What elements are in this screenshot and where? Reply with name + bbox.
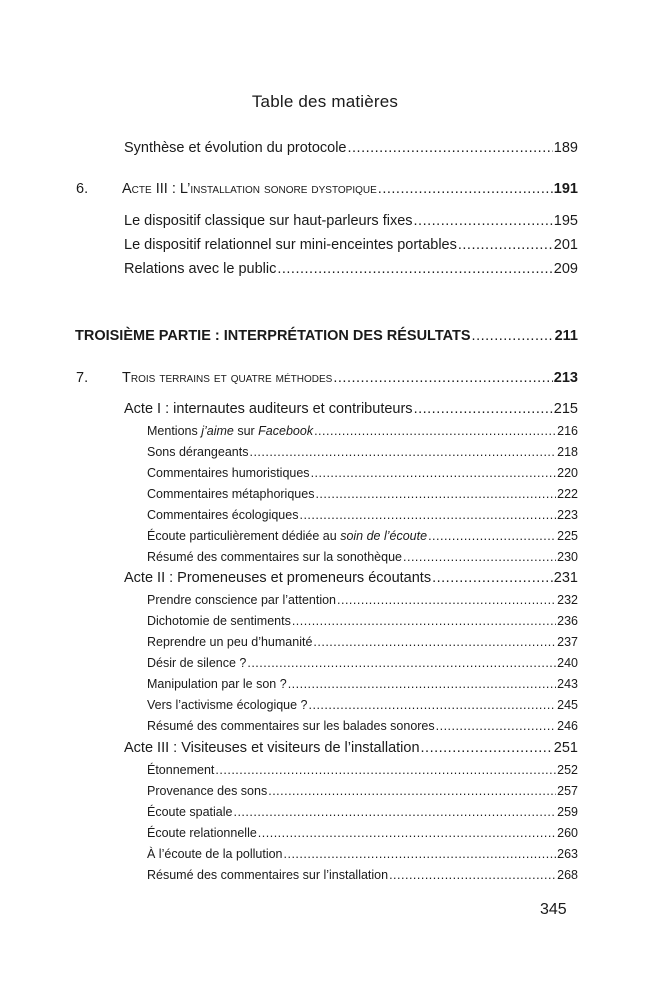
dot-leader xyxy=(288,677,556,691)
toc-entry-label: Dichotomie de sentiments xyxy=(147,614,291,628)
label-text: Écoute particulièrement dédiée au xyxy=(147,529,341,543)
label-italic: soin de l’écoute xyxy=(340,529,428,543)
label-italic: j’aime xyxy=(201,424,234,438)
toc-entry[interactable] xyxy=(124,261,578,277)
toc-page-number: 189 xyxy=(553,140,578,156)
toc-subentry[interactable] xyxy=(147,424,578,438)
toc-entry-label: Écoute relationnelle xyxy=(147,826,257,840)
dot-leader xyxy=(333,370,552,386)
dot-leader xyxy=(432,570,553,586)
dot-leader xyxy=(472,328,554,344)
dot-leader xyxy=(403,550,556,564)
toc-entry-label: Acte I : internautes auditeurs et contributeurs xyxy=(124,401,413,417)
toc-page-number: 259 xyxy=(557,805,578,819)
toc-entry-label xyxy=(147,529,427,543)
toc-page-number: 260 xyxy=(557,826,578,840)
toc-subentry[interactable] xyxy=(147,784,578,798)
toc-page-number: 263 xyxy=(557,847,578,861)
dot-leader xyxy=(414,401,553,417)
toc-page-number: 251 xyxy=(553,740,578,756)
toc-entry-label: Acte III : Visiteuses et visiteurs de l’installation xyxy=(124,740,420,756)
toc-subentry[interactable] xyxy=(147,487,578,501)
toc-subentry[interactable] xyxy=(147,445,578,459)
toc-entry-label: Reprendre un peu d’humanité xyxy=(147,635,313,649)
toc-entry-label: À l’écoute de la pollution xyxy=(147,847,283,861)
toc-page-number: 245 xyxy=(557,698,578,712)
toc-page-number: 252 xyxy=(557,763,578,777)
toc-entry-label: Commentaires écologiques xyxy=(147,508,299,522)
toc-page-number: 220 xyxy=(557,466,578,480)
toc-entry-label: Acte II : Promeneuses et promeneurs écoutants xyxy=(124,570,432,586)
toc-entry-label: TROISIÈME PARTIE : INTERPRÉTATION DES RÉSULTATS xyxy=(75,328,471,344)
dot-leader xyxy=(315,487,556,501)
toc-page-number: 243 xyxy=(557,677,578,691)
toc-page-number: 209 xyxy=(553,261,578,277)
toc-page-number: 213 xyxy=(553,370,578,386)
toc-subentry[interactable] xyxy=(147,466,578,480)
dot-leader xyxy=(378,181,553,197)
toc-page-number: 201 xyxy=(553,237,578,253)
dot-leader xyxy=(249,445,556,459)
dot-leader xyxy=(389,868,556,882)
toc-subentry[interactable] xyxy=(147,550,578,564)
toc-subentry[interactable] xyxy=(147,826,578,840)
toc-entry-label: Acte III : L’installation sonore dystopique xyxy=(122,181,377,197)
toc-page-number: 222 xyxy=(557,487,578,501)
label-text: Mentions xyxy=(147,424,202,438)
chapter-number: 6. xyxy=(76,181,89,197)
toc-page-number: 216 xyxy=(557,424,578,438)
toc-subentry[interactable] xyxy=(147,719,578,733)
toc-page-number: 232 xyxy=(557,593,578,607)
toc-entry[interactable] xyxy=(124,570,578,586)
dot-leader xyxy=(313,635,556,649)
toc-entry-label: Sons dérangeants xyxy=(147,445,249,459)
toc-entry-label: Écoute spatiale xyxy=(147,805,233,819)
dot-leader xyxy=(277,261,552,277)
toc-subentry[interactable] xyxy=(147,677,578,691)
dot-leader xyxy=(421,740,553,756)
toc-page-number: 191 xyxy=(553,181,578,197)
dot-leader xyxy=(428,529,556,543)
dot-leader xyxy=(314,424,556,438)
toc-subentry[interactable] xyxy=(147,635,578,649)
dot-leader xyxy=(292,614,556,628)
page-title: Table des matières xyxy=(251,92,399,111)
dot-leader xyxy=(258,826,556,840)
dot-leader xyxy=(311,466,557,480)
toc-entry-label: Résumé des commentaires sur les balades sonores xyxy=(147,719,435,733)
toc-entry-label: Commentaires métaphoriques xyxy=(147,487,315,501)
toc-page-number: 211 xyxy=(554,328,578,344)
dot-leader xyxy=(458,237,553,253)
toc-page-number: 195 xyxy=(553,213,578,229)
toc-entry-label: Résumé des commentaires sur la sonothèque xyxy=(147,550,402,564)
dot-leader xyxy=(233,805,556,819)
toc-page-number: 246 xyxy=(557,719,578,733)
toc-entry-label: Trois terrains et quatre méthodes xyxy=(122,370,333,386)
toc-page-number: 215 xyxy=(553,401,578,417)
label-text: sur xyxy=(233,424,259,438)
toc-subentry[interactable] xyxy=(147,614,578,628)
dot-leader xyxy=(337,593,556,607)
toc-entry-label: Vers l’activisme écologique ? xyxy=(147,698,308,712)
toc-entry-label: Le dispositif relationnel sur mini-enceintes portables xyxy=(124,237,457,253)
toc-subentry[interactable] xyxy=(147,593,578,607)
toc-page-number: 223 xyxy=(557,508,578,522)
toc-subentry[interactable] xyxy=(147,698,578,712)
toc-entry-label: Étonnement xyxy=(147,763,215,777)
dot-leader xyxy=(309,698,557,712)
dot-leader xyxy=(268,784,556,798)
chapter-number: 7. xyxy=(76,370,89,386)
dot-leader xyxy=(436,719,557,733)
toc-entry[interactable] xyxy=(124,237,578,253)
dot-leader xyxy=(347,140,552,156)
label-italic: Facebook xyxy=(258,424,314,438)
toc-entry-label: Provenance des sons xyxy=(147,784,268,798)
toc-chapter-entry[interactable] xyxy=(122,181,578,197)
toc-entry-label xyxy=(147,424,313,438)
toc-entry-label: Synthèse et évolution du protocole xyxy=(124,140,347,156)
toc-entry[interactable] xyxy=(124,140,578,156)
toc-entry-label: Résumé des commentaires sur l’installation xyxy=(147,868,389,882)
toc-subentry[interactable] xyxy=(147,529,578,543)
toc-subentry[interactable] xyxy=(147,508,578,522)
toc-entry[interactable] xyxy=(124,401,578,417)
toc-page-number: 268 xyxy=(557,868,578,882)
toc-page-number: 237 xyxy=(557,635,578,649)
toc-entry-label: Relations avec le public xyxy=(124,261,277,277)
toc-entry-label: Manipulation par le son ? xyxy=(147,677,287,691)
toc-entry-label: Désir de silence ? xyxy=(147,656,247,670)
dot-leader xyxy=(215,763,556,777)
toc-page-number: 225 xyxy=(557,529,578,543)
dot-leader xyxy=(284,847,557,861)
page-number: 345 xyxy=(540,901,567,918)
toc-page-number: 230 xyxy=(557,550,578,564)
toc-subentry[interactable] xyxy=(147,868,578,882)
toc-entry-label: Le dispositif classique sur haut-parleurs fixes xyxy=(124,213,413,229)
dot-leader xyxy=(414,213,553,229)
toc-page-number: 231 xyxy=(553,570,578,586)
toc-subentry[interactable] xyxy=(147,656,578,670)
toc-part-entry[interactable] xyxy=(75,328,578,344)
toc-subentry[interactable] xyxy=(147,805,578,819)
toc-entry-label: Prendre conscience par l’attention xyxy=(147,593,337,607)
toc-chapter-entry[interactable] xyxy=(122,370,578,386)
dot-leader xyxy=(299,508,556,522)
toc-entry[interactable] xyxy=(124,213,578,229)
toc-page-number: 257 xyxy=(557,784,578,798)
toc-entry-label: Commentaires humoristiques xyxy=(147,466,310,480)
toc-subentry[interactable] xyxy=(147,763,578,777)
toc-page-number: 236 xyxy=(557,614,578,628)
toc-page-number: 240 xyxy=(557,656,578,670)
toc-subentry[interactable] xyxy=(147,847,578,861)
toc-entry[interactable] xyxy=(124,740,578,756)
toc-page-number: 218 xyxy=(557,445,578,459)
dot-leader xyxy=(247,656,556,670)
